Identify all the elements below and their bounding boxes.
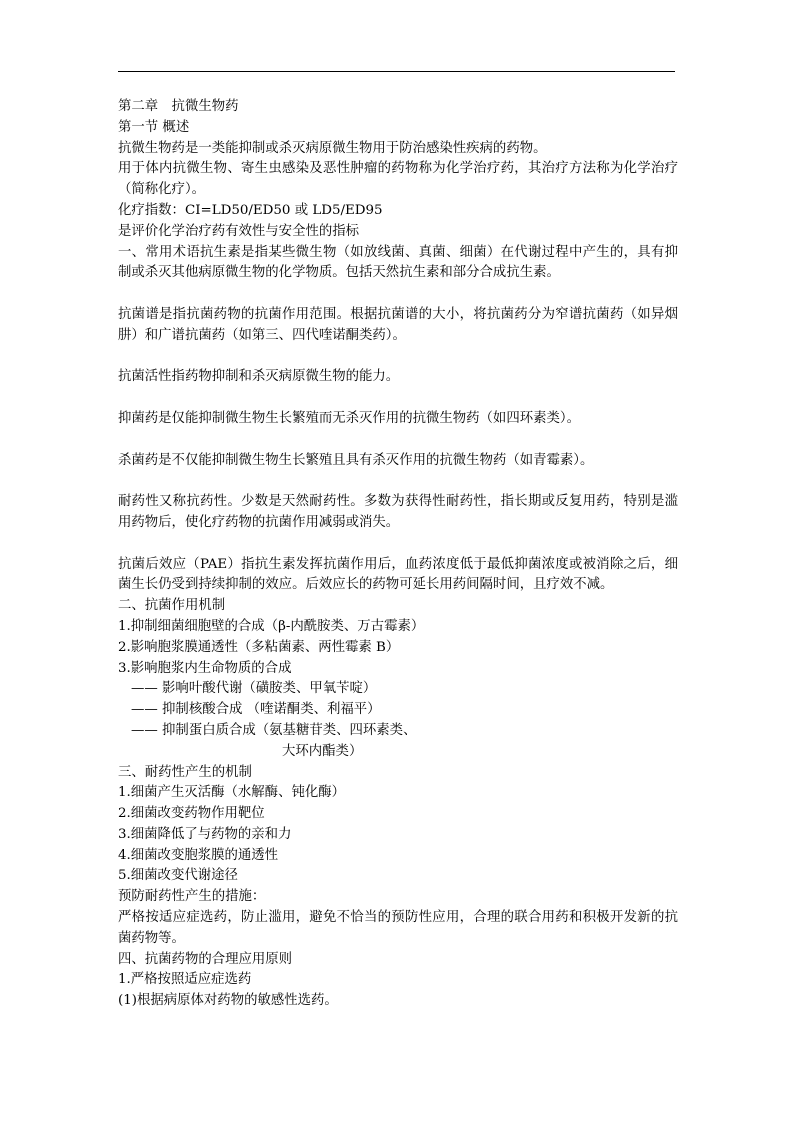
resistance-item: 3.细菌降低了与药物的亲和力 (118, 826, 292, 842)
resistance-heading: 三、耐药性产生的机制 (118, 764, 252, 780)
bacteriostatic-definition: 抑菌药是仅能抑制微生物生长繁殖而无杀灭作用的抗微生物药（如四环素类）。 (118, 410, 580, 426)
bactericidal-definition: 杀菌药是不仅能抑制微生物生长繁殖且具有杀灭作用的抗微生物药（如青霉素）。 (118, 452, 594, 468)
synthesis-subitem: —— 影响叶酸代谢（磺胺类、甲氧苄啶） (131, 681, 377, 697)
spacer (118, 430, 678, 451)
header-rule (118, 71, 675, 72)
document-body (118, 97, 678, 1012)
ci-meaning: 是评价化学治疗药有效性与安全性的指标 (118, 223, 360, 239)
antibiotic-definition: 一、常用术语抗生素是指某些微生物（如放线菌、真菌、细菌）在代谢过程中产生的，具有抑制或杀灭其他病原微生物的化学物质。包括天然抗生素和部分合成抗生素。 (118, 244, 678, 281)
mechanism-heading: 二、抗菌作用机制 (118, 598, 226, 614)
section-title: 第一节 概述 (118, 119, 190, 135)
resistance-item: 5.细菌改变代谢途径 (118, 868, 238, 884)
mechanism-item: 3.影响胞浆内生命物质的合成 (118, 660, 292, 676)
chapter-title: 第二章 抗微生物药 (118, 99, 239, 114)
principles-heading: 四、抗菌药物的合理应用原则 (118, 951, 293, 967)
synthesis-subitem: —— 抑制核酸合成 （喹诺酮类、利福平） (131, 702, 381, 718)
ci-formula: 化疗指数：CI=LD50/ED50 或 LD5/ED95 (118, 202, 383, 218)
resistance-definition: 耐药性又称抗药性。少数是天然耐药性。多数为获得性耐药性，指长期或反复用药，特别是滥用药物后，使化疗药物的抗菌作用减弱或消失。 (118, 494, 678, 530)
principle-item: 1.严格按照适应症选药 (118, 972, 252, 988)
spectrum-definition: 抗菌谱是指抗菌药物的抗菌作用范围。根据抗菌谱的大小，将抗菌药分为窄谱抗菌药（如异烟肼）和广谱抗菌药（如第三、四代喹诺酮类药）。 (118, 306, 678, 343)
spacer (118, 388, 678, 409)
resistance-item: 4.细菌改变胞浆膜的通透性 (118, 847, 279, 863)
prevention-heading: 预防耐药性产生的措施： (118, 889, 266, 905)
spacer (118, 284, 678, 305)
resistance-item: 1.细菌产生灭活酶（水解酶、钝化酶） (118, 785, 346, 801)
synthesis-subitem: —— 抑制蛋白质合成（氨基糖苷类、四环素类、 (131, 722, 417, 738)
activity-definition: 抗菌活性指药物抑制和杀灭病原微生物的能力。 (118, 369, 400, 385)
spacer (118, 471, 678, 492)
principle-subitem: (1)根据病原体对药物的敏感性选药。 (118, 993, 338, 1009)
prevention-text: 严格按适应症选药，防止滥用，避免不恰当的预防性应用，合理的联合用药和积极开发新的抗菌药物等。 (118, 910, 678, 946)
synthesis-continuation: 大环内酯类） (282, 743, 363, 759)
mechanism-item: 1.抑制细菌细胞壁的合成（β-内酰胺类、万古霉素） (118, 618, 425, 634)
resistance-item: 2.细菌改变药物作用靶位 (118, 806, 265, 822)
pae-definition: 抗菌后效应（PAE）指抗生素发挥抗菌作用后，血药浓度低于最低抑菌浓度或被消除之后，细菌生长仍受到持续抑制的效应。后效应长的药物可延长用药间隔时间，且疗效不减。 (118, 556, 678, 593)
mechanism-item: 2.影响胞浆膜通透性（多粘菌素、两性霉素 B） (118, 639, 400, 655)
chemotherapy-definition: 用于体内抗微生物、寄生虫感染及恶性肿瘤的药物称为化学治疗药，其治疗方法称为化学治疗（简称化疗）。 (118, 161, 678, 198)
intro-definition: 抗微生物药是一类能抑制或杀灭病原微生物用于防治感染性疾病的药物。 (118, 140, 547, 156)
spacer (118, 347, 678, 368)
spacer (118, 534, 678, 555)
